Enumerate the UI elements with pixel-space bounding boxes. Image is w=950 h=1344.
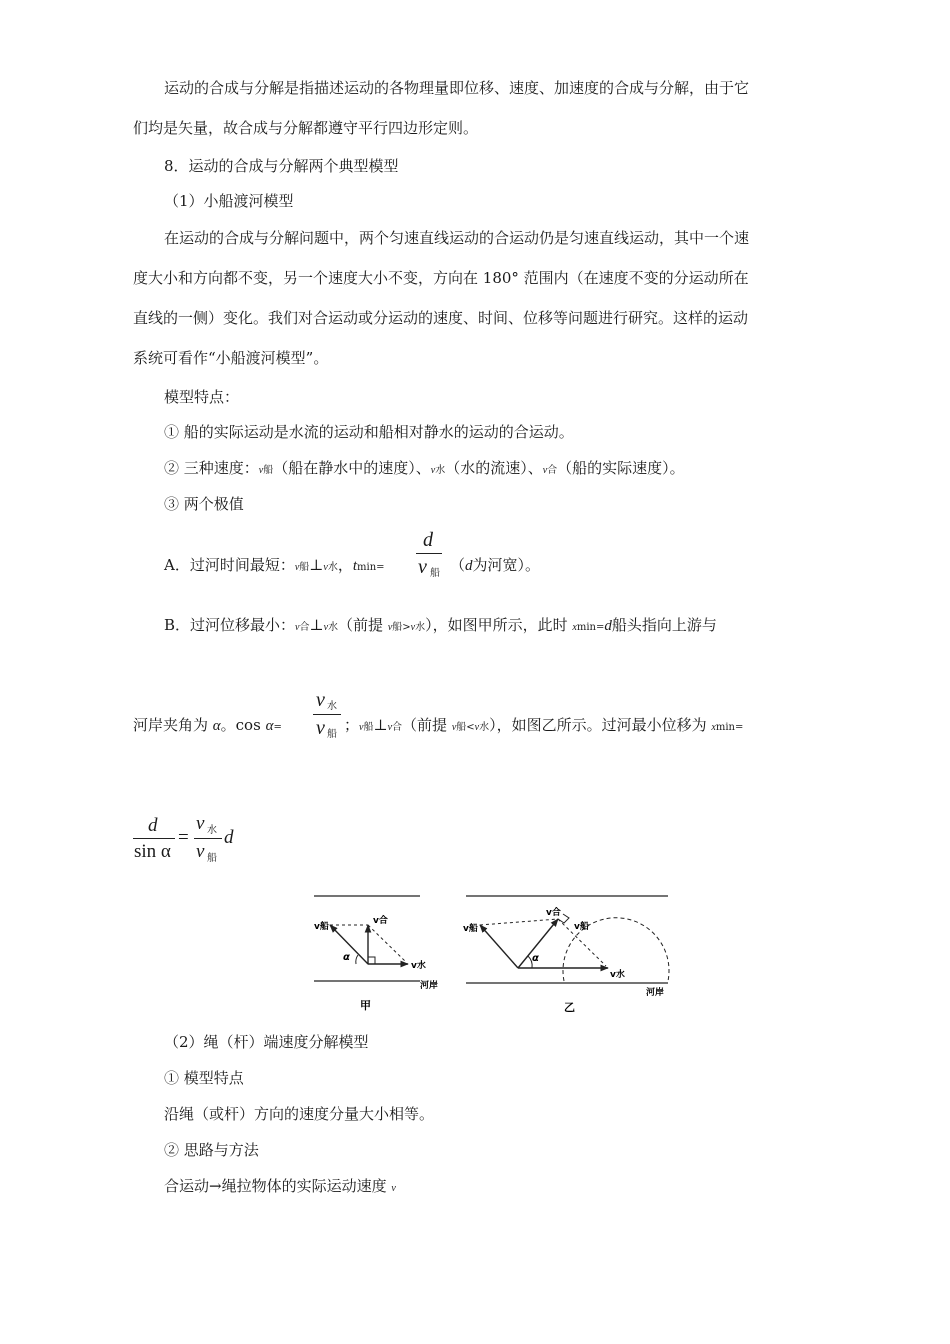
subscript: 合 bbox=[392, 722, 403, 733]
para-boat-line4: 系统可看作“小船渡河模型”。 bbox=[133, 349, 329, 367]
fraction-bar bbox=[313, 714, 341, 715]
text-run: （水的流速）、 bbox=[445, 459, 543, 477]
text-run: 。cos bbox=[220, 716, 266, 734]
para-boat-line1: 在运动的合成与分解问题中，两个匀速直线运动的合运动仍是匀速直线运动，其中一个速 bbox=[164, 229, 750, 247]
var-v: v bbox=[323, 622, 329, 633]
rope-item-1-text: 沿绳（或杆）方向的速度分量大小相等。 bbox=[164, 1105, 435, 1123]
text-run: （船的实际速度）。 bbox=[557, 459, 685, 477]
feature-3: ③ 两个极值 bbox=[164, 495, 244, 513]
var-v: v bbox=[359, 722, 364, 733]
subscript: 水 bbox=[435, 465, 446, 476]
var-v: v bbox=[323, 562, 328, 573]
label-v-boat: v船 bbox=[463, 924, 478, 934]
text-run: 河岸夹角为 bbox=[133, 716, 213, 734]
fraction-numerator-sub: 水 bbox=[327, 701, 337, 712]
extreme-b-prefix: B．过河位移最小： bbox=[164, 616, 296, 634]
var-v: v bbox=[451, 722, 457, 733]
var-v: v bbox=[295, 622, 300, 633]
text-run: ），如图乙所示。过河最小位移为 bbox=[489, 716, 712, 734]
label-alpha: α bbox=[532, 953, 539, 964]
fraction-denominator-v: v bbox=[418, 556, 427, 578]
para-boat-line2: 度大小和方向都不变，另一个速度大小不变，方向在 180° 范围内（在速度不变的分运动所在 bbox=[133, 269, 749, 287]
extreme-a-suffix bbox=[450, 555, 540, 576]
subscript: 船 bbox=[392, 622, 403, 633]
extreme-a-prefix: A．过河时间最短： bbox=[164, 556, 295, 574]
subscript: 水 bbox=[415, 622, 426, 633]
subsection-heading-rope: （2）绳（杆）端速度分解模型 bbox=[164, 1033, 369, 1051]
equals: = bbox=[734, 722, 744, 733]
subscript: 船 bbox=[263, 465, 274, 476]
perp-symbol: ⊥ bbox=[309, 556, 324, 574]
fraction-numerator-v: v bbox=[196, 813, 205, 834]
text-run: 船头指向上游与 bbox=[611, 616, 717, 634]
var-alpha: α bbox=[212, 718, 221, 734]
features-label: 模型特点： bbox=[164, 388, 240, 406]
para-intro-line1: 运动的合成与分解是指描述运动的各物理量即位移、速度、加速度的合成与分解，由于它 bbox=[164, 79, 750, 97]
rope-item-2-text bbox=[164, 1176, 396, 1199]
text-run: （前提 bbox=[338, 616, 388, 634]
equals: = bbox=[273, 722, 282, 733]
fraction-numerator-sub: 水 bbox=[207, 825, 217, 836]
subscript: 船 bbox=[456, 722, 467, 733]
var-d: d bbox=[465, 558, 473, 574]
extreme-b-cont bbox=[133, 715, 282, 738]
para-intro-line2: 们均是矢量，故合成与分解都遵守平行四边形定则。 bbox=[133, 119, 479, 137]
var-d: d bbox=[604, 618, 612, 634]
dashed-guide bbox=[480, 919, 558, 925]
label-bank: 河岸 bbox=[420, 981, 439, 991]
less-than: < bbox=[466, 722, 475, 733]
dashed-guide bbox=[368, 925, 406, 962]
right-angle-mark bbox=[368, 957, 375, 964]
var-v: v bbox=[258, 465, 264, 476]
text-run: ），如图甲所示，此时 bbox=[425, 616, 573, 634]
subscript: 合 bbox=[299, 622, 310, 633]
var-alpha: α bbox=[265, 718, 274, 734]
var-v: v bbox=[474, 722, 480, 733]
fraction-bar bbox=[416, 553, 442, 554]
fraction-denominator-sub: 船 bbox=[327, 729, 337, 740]
fraction-numerator-d: d bbox=[148, 815, 158, 836]
subscript: min bbox=[357, 562, 377, 573]
text-run: （ bbox=[450, 556, 466, 574]
caption-jia: 甲 bbox=[360, 999, 371, 1012]
var-v: v bbox=[387, 722, 393, 733]
text-run: （船在静水中的速度）、 bbox=[273, 459, 431, 477]
fraction-numerator-d: d bbox=[423, 529, 433, 551]
label-v-water: v水 bbox=[610, 970, 625, 980]
equals: = bbox=[178, 827, 189, 848]
fraction-denominator-sub: 船 bbox=[207, 853, 217, 864]
semicolon: ； bbox=[344, 716, 360, 734]
text-run: （前提 bbox=[402, 716, 452, 734]
greater-than: > bbox=[402, 622, 411, 633]
subscript: 水 bbox=[479, 722, 490, 733]
equals: = bbox=[376, 562, 385, 573]
perp-symbol: ⊥ bbox=[373, 716, 388, 734]
rope-item-2: ② 思路与方法 bbox=[164, 1141, 259, 1159]
subscript: 合 bbox=[547, 465, 558, 476]
text-run: 合运动→绳拉物体的实际运动速度 bbox=[164, 1177, 392, 1195]
subscript: 船 bbox=[363, 722, 374, 733]
rope-item-1: ① 模型特点 bbox=[164, 1069, 244, 1087]
figure-yi bbox=[463, 896, 669, 1014]
subscript: 水 bbox=[328, 622, 339, 633]
subscript: 水 bbox=[327, 562, 338, 573]
fraction-denominator-sin: sin α bbox=[134, 841, 171, 862]
fraction-denominator-sub: 船 bbox=[430, 568, 440, 579]
comma: ， bbox=[337, 556, 353, 574]
label-v-sum: v合 bbox=[373, 916, 388, 926]
perp-symbol: ⊥ bbox=[309, 616, 324, 634]
equals: = bbox=[595, 622, 605, 633]
fraction-denominator-v: v bbox=[196, 841, 205, 862]
subsection-heading-boat: （1）小船渡河模型 bbox=[164, 192, 294, 210]
var-v: v bbox=[542, 465, 548, 476]
var-v: v bbox=[391, 1183, 396, 1194]
extreme-b bbox=[164, 615, 717, 638]
section-heading-8: 8．运动的合成与分解两个典型模型 bbox=[164, 157, 399, 175]
fraction-bar bbox=[133, 838, 175, 839]
feature-1: ① 船的实际运动是水流的运动和船相对静水的运动的合运动。 bbox=[164, 423, 574, 441]
subscript: 船 bbox=[299, 562, 310, 573]
label-v-boat: v船 bbox=[314, 922, 329, 932]
angle-arc bbox=[356, 955, 358, 964]
caption-yi: 乙 bbox=[564, 1001, 575, 1014]
para-boat-line3: 直线的一侧）变化。我们对合运动或分运动的速度、时间、位移等问题进行研究。这样的运动 bbox=[133, 309, 749, 327]
var-x: x bbox=[711, 722, 716, 733]
var-v: v bbox=[294, 562, 300, 573]
var-v: v bbox=[410, 622, 416, 633]
extreme-b-cont2 bbox=[344, 715, 743, 738]
subscript: min bbox=[715, 722, 735, 733]
label-v-sum: v合 bbox=[546, 908, 561, 918]
fraction-bar bbox=[194, 838, 222, 839]
feature-2-prefix: ② 三种速度： bbox=[164, 459, 259, 477]
label-bank: 河岸 bbox=[646, 988, 665, 998]
var-d: d bbox=[224, 827, 234, 848]
var-t: t bbox=[352, 558, 358, 574]
boat-velocity-arrow bbox=[480, 925, 518, 968]
figure-jia bbox=[314, 896, 438, 1012]
label-v-water: v水 bbox=[411, 961, 426, 971]
subscript: min bbox=[576, 622, 596, 633]
extreme-a bbox=[164, 555, 385, 578]
feature-2 bbox=[164, 458, 685, 481]
var-v: v bbox=[387, 622, 393, 633]
fraction-denominator-v: v bbox=[316, 717, 325, 739]
label-v-boat-2: v船 bbox=[574, 922, 589, 932]
var-x: x bbox=[572, 622, 577, 633]
var-v: v bbox=[430, 465, 436, 476]
text-run: 为河宽）。 bbox=[472, 556, 541, 574]
label-alpha: α bbox=[343, 952, 350, 963]
fraction-numerator-v: v bbox=[316, 689, 325, 711]
boat-crossing-figures bbox=[300, 885, 690, 1020]
